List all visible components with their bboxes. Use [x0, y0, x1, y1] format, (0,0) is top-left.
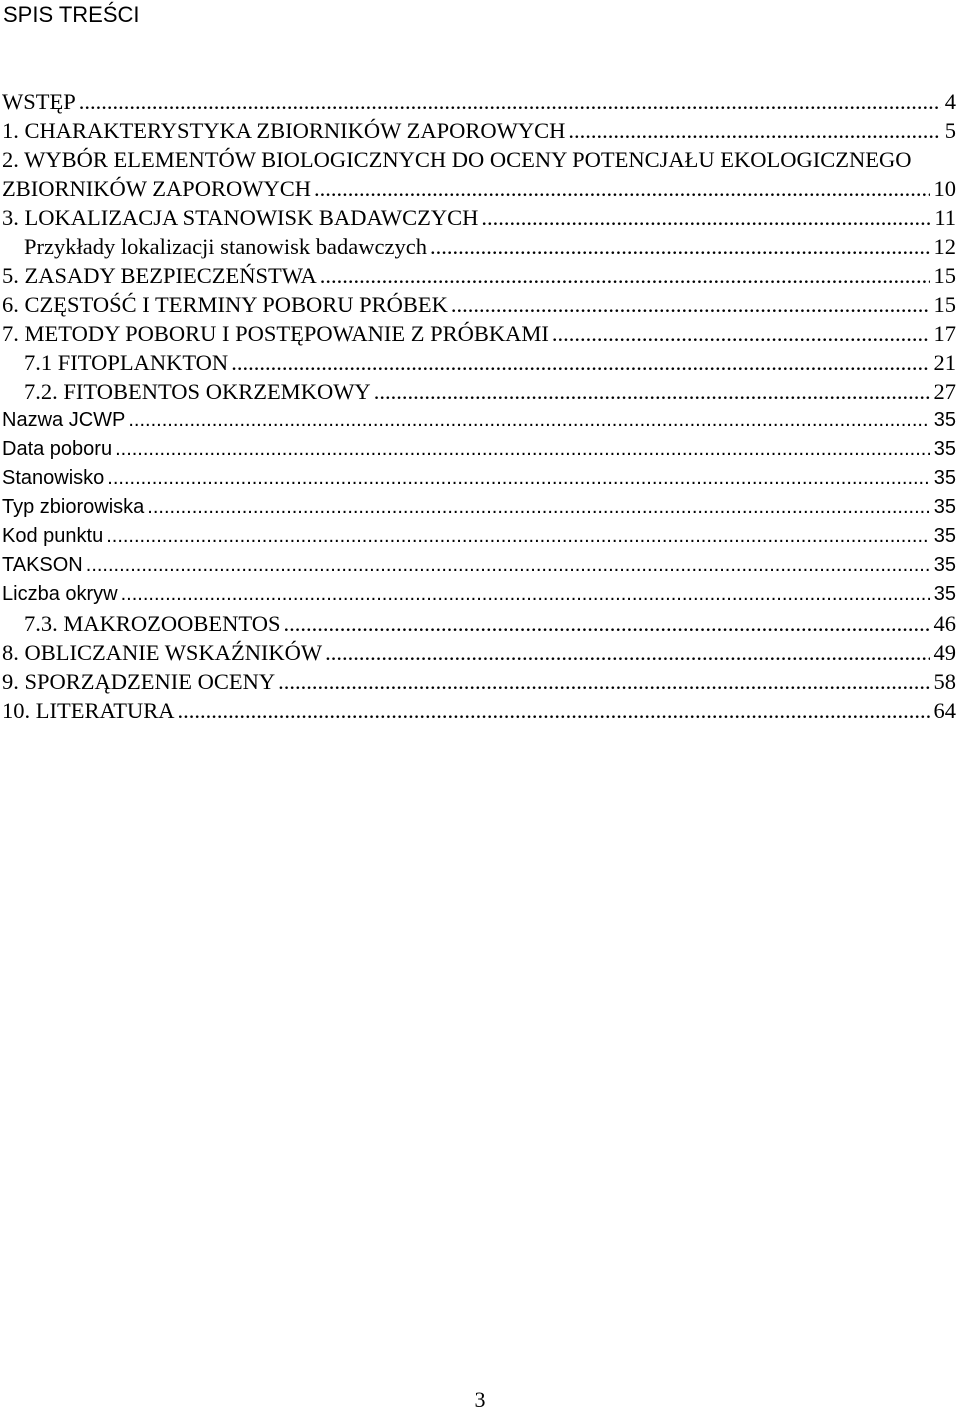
- toc-entry-label: 9. SPORZĄDZENIE OCENY: [2, 669, 276, 694]
- toc-entry-label: 10. LITERATURA: [2, 698, 175, 723]
- toc-entry-label: 7.1 FITOPLANKTON: [24, 350, 229, 375]
- toc-page-number: 27: [933, 379, 956, 404]
- toc-leader-dots: [147, 493, 929, 522]
- table-of-contents: [0, 87, 960, 725]
- toc-page-number: 49: [933, 640, 956, 665]
- toc-leader-dots: [106, 522, 930, 551]
- toc-page-number: 17: [933, 321, 956, 346]
- toc-entry-label: Nazwa JCWP: [2, 409, 126, 431]
- toc-entry-chapter-5[interactable]: [0, 261, 960, 290]
- toc-leader-dots: [79, 87, 941, 116]
- toc-leader-dots: [115, 435, 930, 464]
- toc-page-number: 35: [933, 583, 956, 605]
- toc-leader-dots: [568, 116, 940, 145]
- toc-page-number: 35: [933, 554, 956, 576]
- toc-entry-chapter-9[interactable]: [0, 667, 960, 696]
- toc-page-number: 58: [933, 669, 956, 694]
- toc-leader-dots: [121, 580, 930, 609]
- toc-leader-dots: [86, 551, 930, 580]
- toc-entry-stanowisko[interactable]: [0, 464, 960, 493]
- toc-leader-dots: [325, 638, 929, 667]
- toc-entry-fitobentos[interactable]: [0, 377, 960, 406]
- toc-entry-label: WSTĘP: [2, 89, 76, 114]
- toc-leader-dots: [107, 464, 929, 493]
- toc-leader-dots: [128, 406, 929, 435]
- toc-entry-label: Kod punktu: [2, 525, 104, 547]
- toc-page-number: 35: [933, 525, 956, 547]
- toc-entry-label: 7.2. FITOBENTOS OKRZEMKOWY: [24, 379, 371, 404]
- toc-entry-chapter-3[interactable]: [0, 203, 960, 232]
- toc-entry-label: Stanowisko: [2, 467, 105, 489]
- toc-leader-dots: [178, 696, 930, 725]
- toc-page-number: 15: [933, 292, 956, 317]
- toc-entry-chapter-6[interactable]: [0, 290, 960, 319]
- toc-entry-label: ZBIORNIKÓW ZAPOROWYCH: [2, 176, 311, 201]
- toc-leader-dots: [552, 319, 930, 348]
- toc-leader-dots: [481, 203, 930, 232]
- toc-page-number: 64: [933, 698, 956, 723]
- toc-leader-dots: [451, 290, 930, 319]
- page-number: 3: [474, 1387, 486, 1412]
- toc-entry-fitoplankton[interactable]: [0, 348, 960, 377]
- toc-entry-label: TAKSON: [2, 554, 83, 576]
- toc-entry-liczba-okryw[interactable]: [0, 580, 960, 609]
- toc-page-number: 10: [933, 176, 956, 201]
- toc-entry-chapter-1[interactable]: [0, 116, 960, 145]
- toc-page-number: 35: [933, 438, 956, 460]
- toc-page-number: 4: [944, 89, 956, 114]
- toc-entry-kod-punktu[interactable]: [0, 522, 960, 551]
- toc-entry-label: 3. LOKALIZACJA STANOWISK BADAWCZYCH: [2, 205, 479, 230]
- toc-entry-label: Przykłady lokalizacji stanowisk badawczych: [24, 234, 427, 259]
- toc-leader-dots: [430, 232, 930, 261]
- toc-entry-label: 6. CZĘSTOŚĆ I TERMINY POBORU PRÓBEK: [2, 292, 448, 317]
- toc-entry-wstep[interactable]: [0, 87, 960, 116]
- toc-entry-chapter-7[interactable]: [0, 319, 960, 348]
- toc-leader-dots: [283, 609, 929, 638]
- toc-entry-label: Typ zbiorowiska: [2, 496, 145, 518]
- toc-leader-dots: [320, 261, 930, 290]
- toc-entry-chapter-2[interactable]: [0, 145, 960, 203]
- toc-page-number: 35: [933, 409, 956, 431]
- toc-page-number: 35: [933, 496, 956, 518]
- toc-entry-chapter-10[interactable]: [0, 696, 960, 725]
- toc-leader-dots: [314, 174, 930, 203]
- toc-entry-label-line1: 2. WYBÓR ELEMENTÓW BIOLOGICZNYCH DO OCENY POTENCJAŁU EKOLOGICZNEGO: [2, 147, 912, 172]
- toc-page-number: 35: [933, 467, 956, 489]
- toc-page-number: 11: [934, 205, 956, 230]
- toc-leader-dots: [278, 667, 929, 696]
- toc-entry-makrozoobentos[interactable]: [0, 609, 960, 638]
- toc-entry-takson[interactable]: [0, 551, 960, 580]
- toc-entry-label: Liczba okryw: [2, 583, 118, 605]
- toc-entry-label: 7. METODY POBORU I POSTĘPOWANIE Z PRÓBKAMI: [2, 321, 549, 346]
- toc-page-number: 15: [933, 263, 956, 288]
- toc-entry-typ-zbiorowiska[interactable]: [0, 493, 960, 522]
- toc-leader-dots: [374, 377, 930, 406]
- toc-page-number: 12: [933, 234, 956, 259]
- toc-page-number: 21: [933, 350, 956, 375]
- toc-title: SPIS TREŚCI: [3, 2, 140, 27]
- toc-entry-label: Data poboru: [2, 438, 113, 460]
- toc-page-number: 46: [933, 611, 956, 636]
- toc-entry-chapter-8[interactable]: [0, 638, 960, 667]
- toc-page-number: 5: [944, 118, 956, 143]
- toc-entry-label: 5. ZASADY BEZPIECZEŃSTWA: [2, 263, 317, 288]
- toc-entry-przyklady-lokalizacji[interactable]: [0, 232, 960, 261]
- toc-entry-label: 8. OBLICZANIE WSKAŹNIKÓW: [2, 640, 323, 665]
- toc-entry-label: 1. CHARAKTERYSTYKA ZBIORNIKÓW ZAPOROWYCH: [2, 118, 566, 143]
- toc-entry-data-poboru[interactable]: [0, 435, 960, 464]
- toc-entry-label: 7.3. MAKROZOOBENTOS: [24, 611, 281, 636]
- toc-leader-dots: [231, 348, 929, 377]
- toc-entry-nazwa-jcwp[interactable]: [0, 406, 960, 435]
